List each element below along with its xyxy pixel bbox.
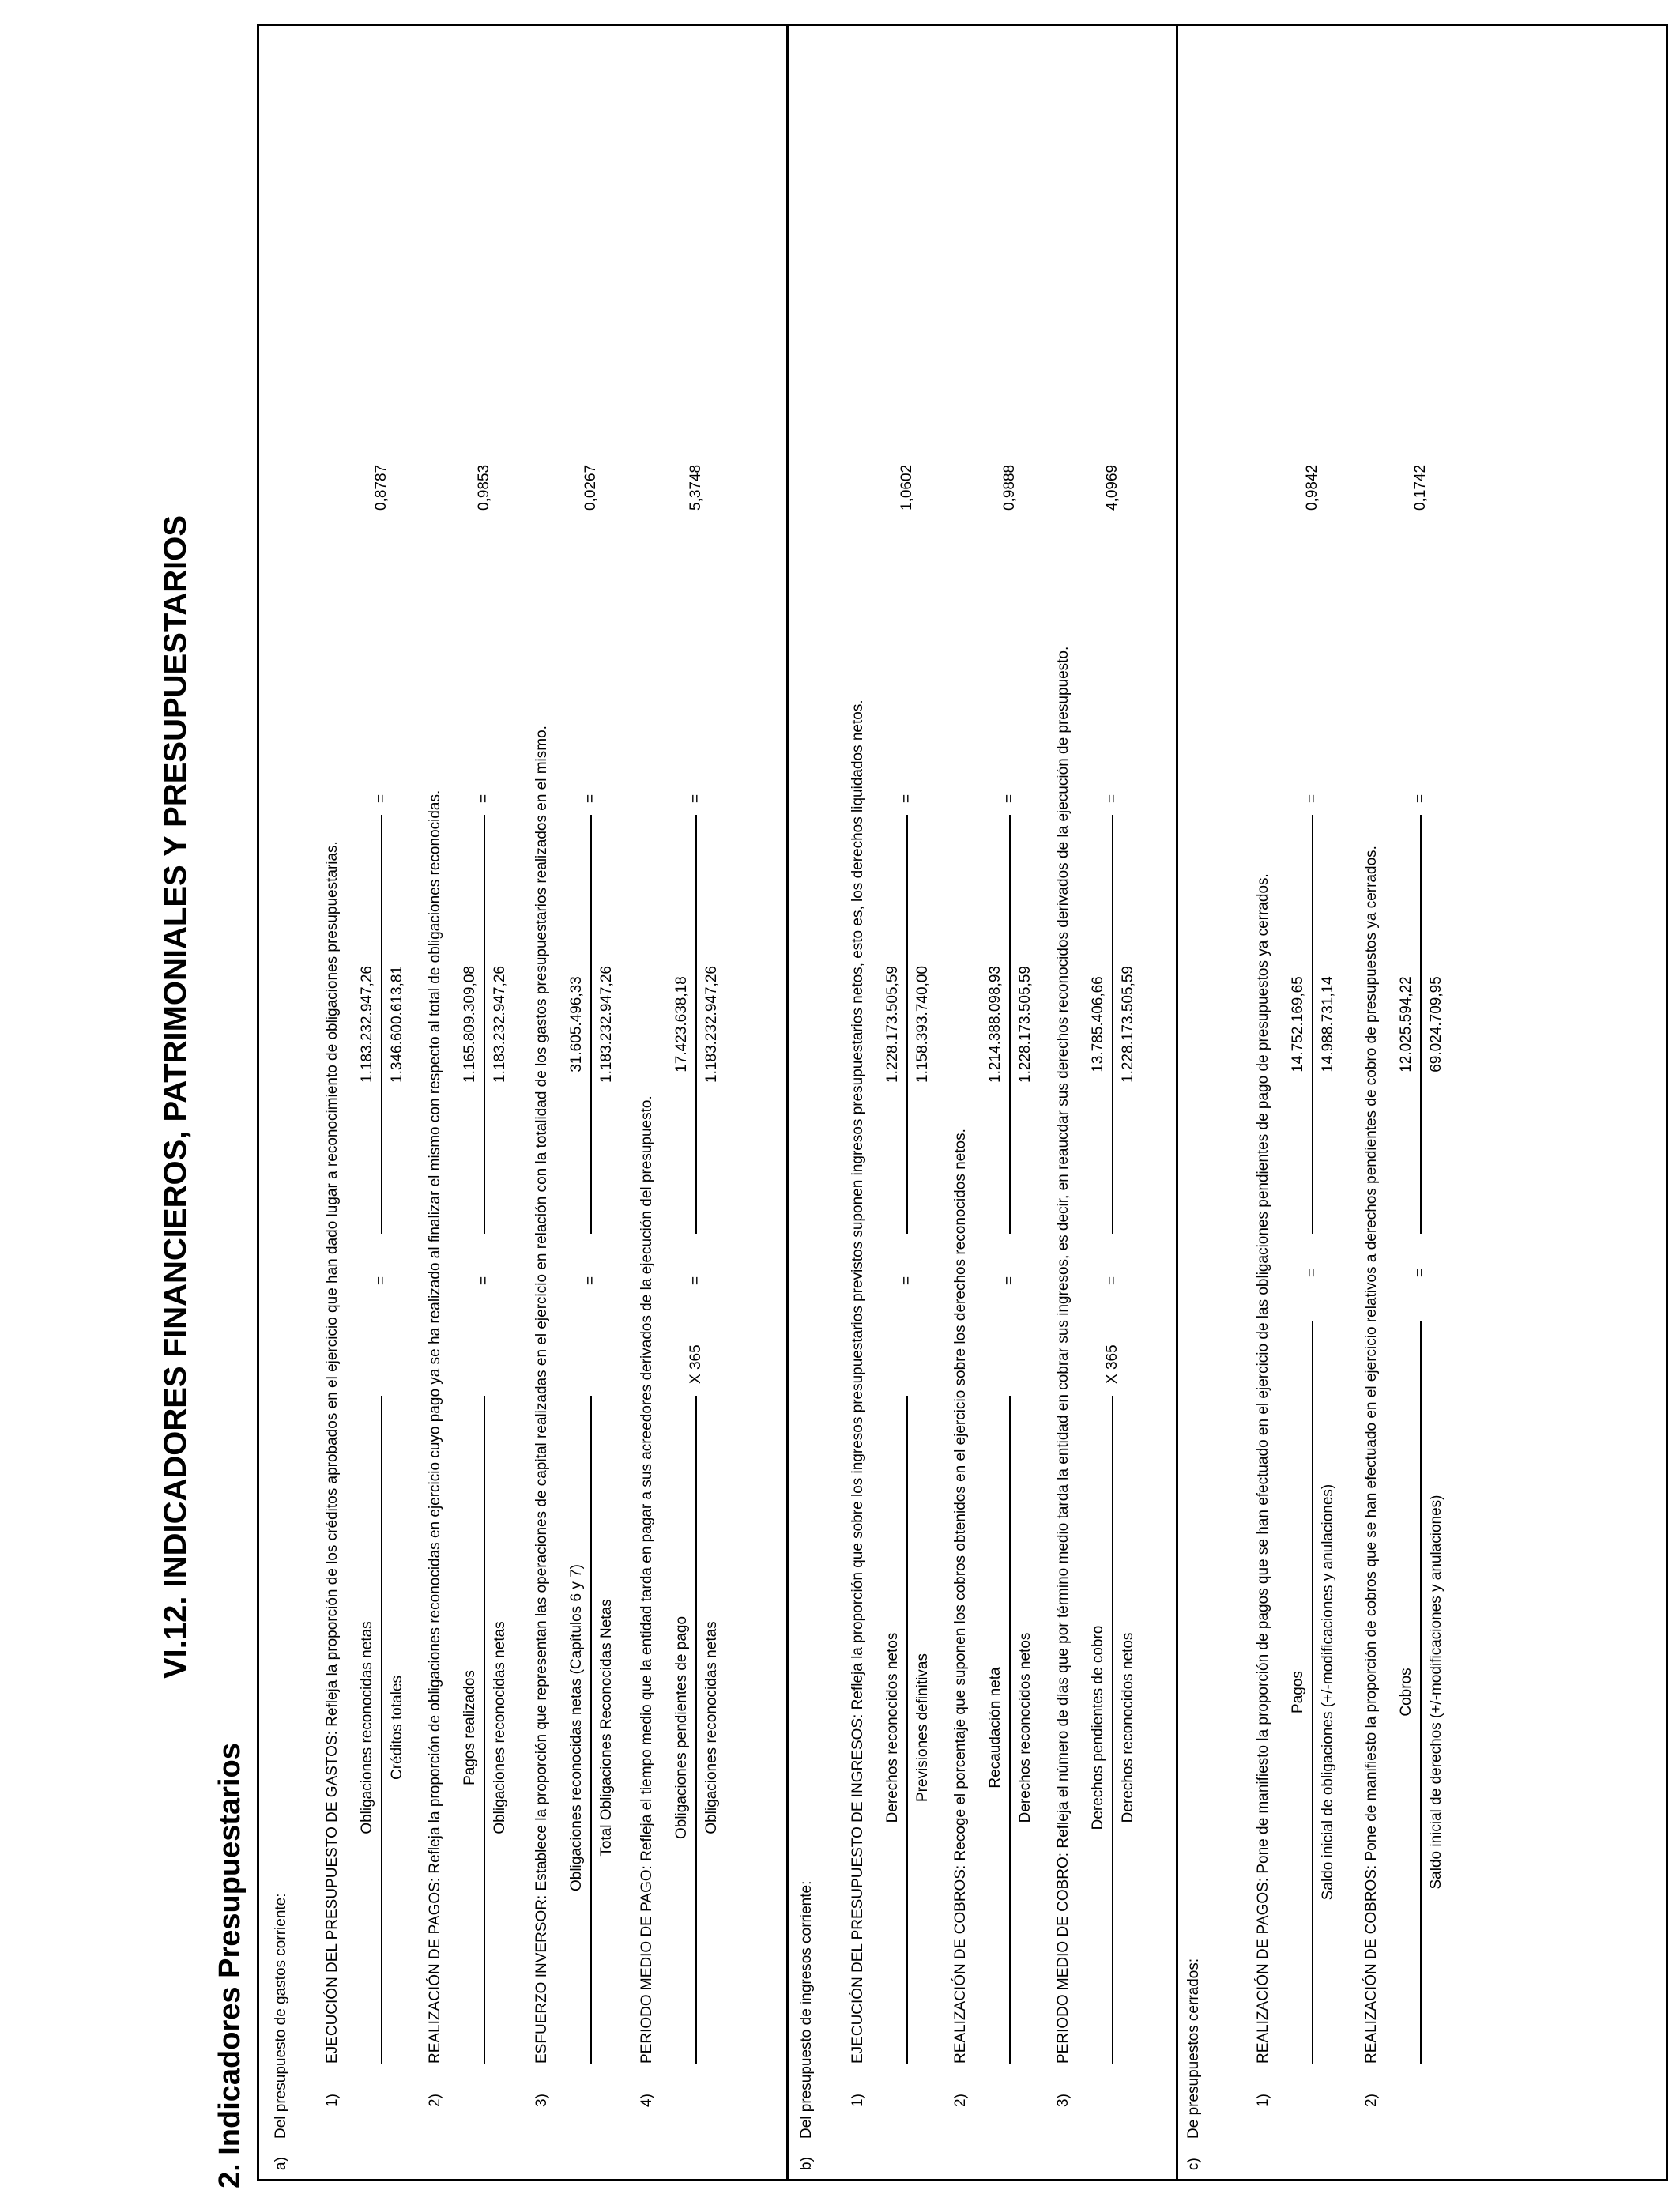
fraction-bar bbox=[381, 1396, 382, 2064]
value-fraction-bar bbox=[484, 815, 485, 1234]
numerator-value: 1.165.809.309,08 bbox=[461, 966, 478, 1083]
denominator-value: 1.228.173.505,59 bbox=[1017, 966, 1034, 1083]
indicator-result: 0,9853 bbox=[476, 464, 492, 511]
numerator-value: 31.605.496,33 bbox=[568, 976, 585, 1072]
indicator-description: PERIODO MEDIO DE COBRO: Refleja el número de días que por término medio tarda la entidad en cobrar sus ingresos, es decir, en reaucdar sus derechos reconocidos derivados de la ejecución de presupuesto. bbox=[1055, 646, 1072, 2064]
indicator-description: REALIZACIÓN DE PAGOS: Refleja la proporción de obligaciones reconocidas en ejercicio cuyo pago ya se ha realizado al finalizar el mismo con respecto al total de obligaciones reconocidas. bbox=[427, 790, 443, 2064]
value-fraction-bar bbox=[1112, 815, 1113, 1234]
equals-sign: = bbox=[1104, 1276, 1121, 1285]
indicator-result: 0,8787 bbox=[373, 464, 390, 511]
item-number: 1) bbox=[849, 2094, 866, 2107]
denominator-value: 14.988.731,14 bbox=[1320, 976, 1336, 1072]
page-title: VI.12. INDICADORES FINANCIEROS, PATRIMONIALES Y PRESUPUESTARIOS bbox=[158, 515, 193, 1679]
indicator-description: EJECUCIÓN DEL PRESUPUESTO DE GASTOS: Refleja la proporción de los créditos aprobados en el ejercicio que han dado lugar a reconocimiento de obligaciones presupuestarias. bbox=[324, 841, 341, 2064]
equals-sign: = bbox=[687, 1276, 704, 1285]
equals-sign: = bbox=[373, 794, 390, 803]
fraction-bar bbox=[1009, 1396, 1011, 2064]
denominator-value: 1.183.232.947,26 bbox=[492, 966, 508, 1083]
equals-sign: = bbox=[582, 794, 599, 803]
item-number: 2) bbox=[1363, 2094, 1380, 2107]
numerator-label: Cobros bbox=[1398, 1668, 1414, 1717]
item-number: 3) bbox=[1055, 2094, 1072, 2107]
multiplier: X 365 bbox=[687, 1344, 704, 1384]
item-number: 3) bbox=[533, 2094, 550, 2107]
fraction-bar bbox=[590, 1396, 592, 2064]
equals-sign: = bbox=[1412, 1268, 1429, 1277]
denominator-label: Total Obligaciones Reconocidas Netas bbox=[598, 1599, 615, 1857]
fraction-bar bbox=[1112, 1396, 1113, 2064]
fraction-bar bbox=[695, 1396, 697, 2064]
indicator-description: PERIODO MEDIO DE PAGO: Refleja el tiempo medio que la entidad tarda en pagar a sus acreedores derivados de la ejecución del presupuesto. bbox=[638, 1095, 655, 2064]
denominator-label: Obligaciones reconocidas netas bbox=[703, 1621, 720, 1834]
indicator-result: 0,0267 bbox=[582, 464, 599, 511]
equals-sign: = bbox=[1304, 1268, 1320, 1277]
value-fraction-bar bbox=[381, 815, 382, 1234]
block-heading: Del presupuesto de ingresos corriente: bbox=[798, 1880, 815, 2139]
equals-sign: = bbox=[476, 1276, 492, 1285]
fraction-bar bbox=[1312, 1321, 1313, 2064]
denominator-value: 1.183.232.947,26 bbox=[598, 966, 615, 1083]
indicator-description: EJECUCIÓN DEL PRESUPUESTO DE INGRESOS: Refleja la proporción que sobre los ingresos presupuestarios previstos suponen ingresos presupuestarios netos, esto es, los derechos liquidados netos. bbox=[849, 699, 866, 2064]
numerator-label: Recaudación neta bbox=[987, 1667, 1004, 1789]
fraction-bar bbox=[484, 1396, 485, 2064]
numerator-label: Obligaciones reconocidas netas bbox=[359, 1621, 375, 1834]
numerator-value: 1.228.173.505,59 bbox=[884, 966, 901, 1083]
numerator-label: Pagos bbox=[1290, 1671, 1306, 1713]
indicator-description: REALIZACIÓN DE PAGOS: Pone de manifiesto la proporción de pagos que se han efectuado en el ejercicio de las obligaciones pendientes de pago de presupuestos ya cerrados. bbox=[1255, 873, 1271, 2064]
block-heading: Del presupuesto de gastos corriente: bbox=[273, 1893, 289, 2139]
denominator-value: 69.024.709,95 bbox=[1428, 976, 1445, 1072]
fraction-bar bbox=[906, 1396, 908, 2064]
indicator-result: 0,1742 bbox=[1412, 464, 1429, 511]
denominator-label: Créditos totales bbox=[389, 1676, 405, 1781]
denominator-value: 1.346.600.613,81 bbox=[389, 966, 405, 1083]
block-heading: De presupuestos cerrados: bbox=[1185, 1958, 1202, 2139]
indicator-result: 1,0602 bbox=[898, 464, 915, 511]
equals-sign: = bbox=[898, 794, 915, 803]
equals-sign: = bbox=[1412, 794, 1429, 803]
fraction-bar bbox=[1420, 1321, 1422, 2064]
numerator-value: 13.785.406,66 bbox=[1090, 976, 1106, 1072]
equals-sign: = bbox=[687, 794, 704, 803]
denominator-label: Derechos reconocidos netos bbox=[1017, 1632, 1034, 1823]
denominator-label: Saldo inicial de derechos (+/-modificaciones y anulaciones) bbox=[1428, 1495, 1445, 1890]
value-fraction-bar bbox=[590, 815, 592, 1234]
block-letter: a) bbox=[273, 2157, 289, 2170]
numerator-label: Derechos pendientes de cobro bbox=[1090, 1625, 1106, 1830]
block-separator bbox=[1176, 24, 1178, 2181]
equals-sign: = bbox=[373, 1276, 390, 1285]
numerator-label: Obligaciones reconocidas netas (Capítulos 6 y 7) bbox=[568, 1564, 585, 1892]
indicator-result: 4,0969 bbox=[1104, 464, 1121, 511]
indicator-result: 0,9842 bbox=[1304, 464, 1320, 511]
numerator-value: 17.423.638,18 bbox=[673, 976, 690, 1072]
denominator-value: 1.158.393.740,00 bbox=[914, 966, 931, 1083]
item-number: 1) bbox=[324, 2094, 341, 2107]
numerator-label: Obligaciones pendientes de pago bbox=[673, 1615, 690, 1840]
indicator-result: 5,3748 bbox=[687, 464, 704, 511]
numerator-label: Derechos reconocidos netos bbox=[884, 1632, 901, 1823]
indicator-description: ESFUERZO INVERSOR: Establece la proporción que representan las operaciones de capital realizadas en el ejercicio en relación con la totalidad de los gastos presupuestarios realizados en el mismo. bbox=[533, 726, 550, 2064]
denominator-label: Saldo inicial de obligaciones (+/-modificaciones y anulaciones) bbox=[1320, 1483, 1336, 1901]
value-fraction-bar bbox=[1312, 815, 1313, 1234]
value-fraction-bar bbox=[906, 815, 908, 1234]
equals-sign: = bbox=[582, 1276, 599, 1285]
numerator-value: 12.025.594,22 bbox=[1398, 976, 1414, 1072]
indicator-description: REALIZACIÓN DE COBROS: Pone de manifiesto la proporción de cobros que se han efectuado en el ejercicio relativos a derechos pendientes de cobro de presupuestos ya cerrados. bbox=[1363, 846, 1380, 2064]
numerator-value: 14.752.169,65 bbox=[1290, 976, 1306, 1072]
section-title: 2. Indicadores Presupuestarios bbox=[213, 1743, 247, 2188]
equals-sign: = bbox=[1104, 794, 1121, 803]
value-fraction-bar bbox=[695, 815, 697, 1234]
equals-sign: = bbox=[1001, 1276, 1018, 1285]
block-letter: c) bbox=[1185, 2158, 1202, 2170]
block-separator bbox=[786, 24, 789, 2181]
indicator-description: REALIZACIÓN DE COBROS: Recoge el porcentaje que suponen los cobros obtenidos en el ejercicio sobre los derechos reconocidos netos. bbox=[952, 1129, 969, 2064]
item-number: 1) bbox=[1255, 2094, 1271, 2107]
indicator-result: 0,9888 bbox=[1001, 464, 1018, 511]
numerator-value: 1.183.232.947,26 bbox=[359, 966, 375, 1083]
equals-sign: = bbox=[476, 794, 492, 803]
multiplier: X 365 bbox=[1104, 1344, 1121, 1384]
value-fraction-bar bbox=[1420, 815, 1422, 1234]
denominator-label: Derechos reconocidos netos bbox=[1120, 1632, 1136, 1823]
denominator-label: Obligaciones reconocidas netas bbox=[492, 1621, 508, 1834]
denominator-value: 1.228.173.505,59 bbox=[1120, 966, 1136, 1083]
item-number: 2) bbox=[952, 2094, 969, 2107]
denominator-label: Previsiones definitivas bbox=[914, 1653, 931, 1802]
value-fraction-bar bbox=[1009, 815, 1011, 1234]
numerator-value: 1.214.388.098,93 bbox=[987, 966, 1004, 1083]
item-number: 4) bbox=[638, 2094, 655, 2107]
item-number: 2) bbox=[427, 2094, 443, 2107]
numerator-label: Pagos realizados bbox=[461, 1670, 478, 1785]
block-letter: b) bbox=[798, 2157, 815, 2170]
equals-sign: = bbox=[1304, 794, 1320, 803]
equals-sign: = bbox=[1001, 794, 1018, 803]
denominator-value: 1.183.232.947,26 bbox=[703, 966, 720, 1083]
equals-sign: = bbox=[898, 1276, 915, 1285]
